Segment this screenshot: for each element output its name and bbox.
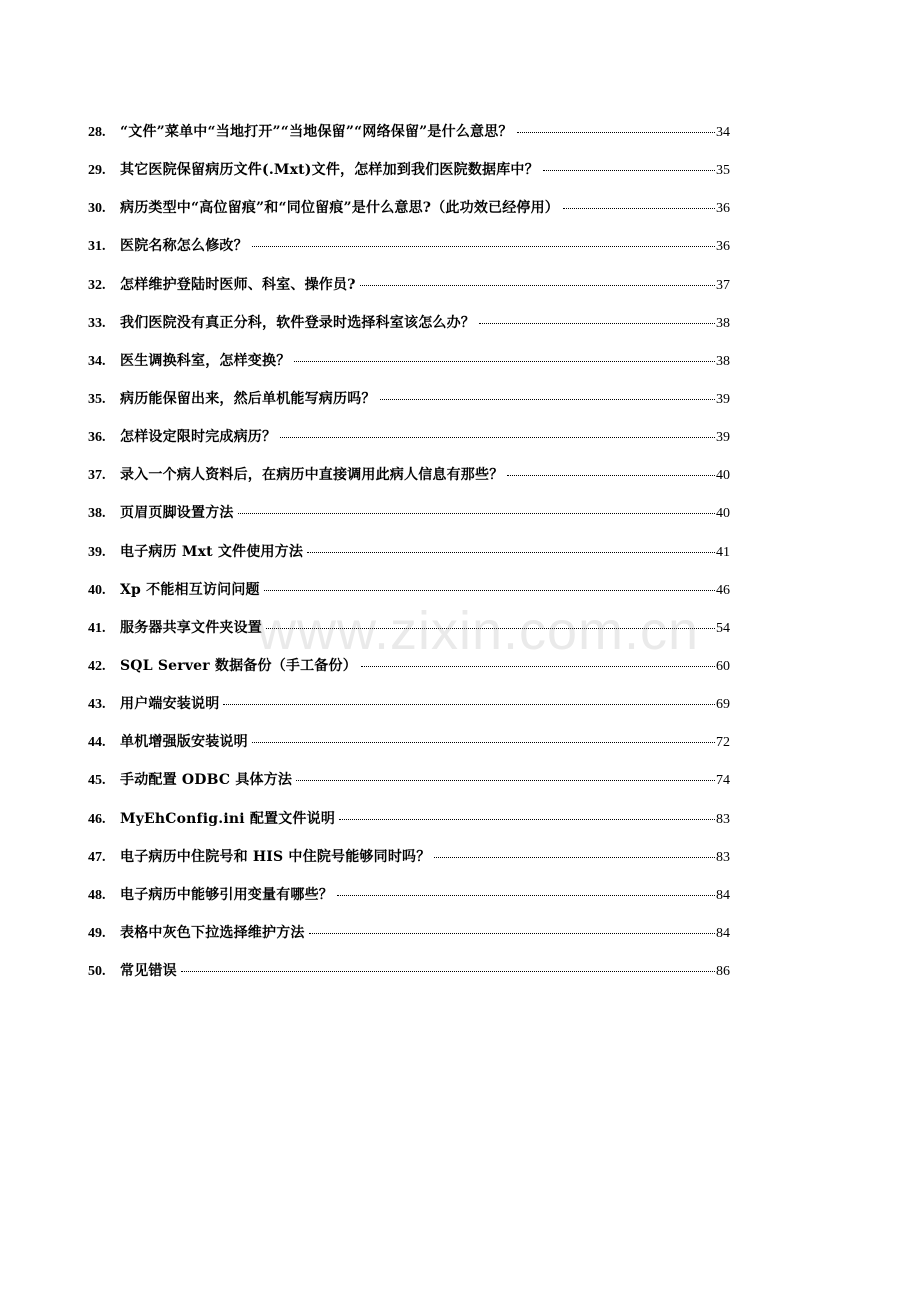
toc-entry-title[interactable]: SQL Server 数据备份（手工备份） bbox=[120, 657, 357, 674]
toc-entry-page-number[interactable]: 40 bbox=[716, 506, 730, 522]
toc-dot-leader bbox=[479, 323, 715, 324]
toc-entry-title[interactable]: MyEhConfig.ini 配置文件说明 bbox=[120, 810, 336, 827]
toc-entry-page-number[interactable]: 83 bbox=[716, 849, 730, 865]
toc-dot-leader bbox=[380, 399, 715, 400]
toc-entry[interactable] bbox=[88, 919, 730, 957]
toc-entry-number: 28. bbox=[88, 125, 106, 140]
toc-entry[interactable] bbox=[88, 805, 730, 843]
toc-entry[interactable] bbox=[88, 766, 730, 804]
watermark: www.zixin.com.cn bbox=[256, 601, 700, 661]
toc-entry-page-number[interactable]: 84 bbox=[716, 925, 730, 941]
toc-entry-title[interactable]: “文件”菜单中“当地打开”“当地保留”“网络保留”是什么意思？ bbox=[120, 124, 513, 140]
toc-entry-number: 38. bbox=[88, 506, 106, 522]
toc-dot-leader bbox=[563, 208, 715, 209]
toc-entry[interactable] bbox=[88, 652, 730, 690]
toc-entry-number: 49. bbox=[88, 925, 106, 941]
toc-entry-title[interactable]: 怎样维护登陆时医师、科室、操作员? bbox=[120, 276, 356, 293]
toc-entry-page-number[interactable]: 83 bbox=[716, 811, 730, 827]
toc-entry-number: 39. bbox=[88, 544, 106, 560]
toc-entry-number: 36. bbox=[88, 430, 106, 446]
toc-entry-number: 50. bbox=[88, 964, 106, 980]
toc-entry-page-number[interactable]: 34 bbox=[716, 125, 730, 140]
toc-entry-number: 44. bbox=[88, 735, 106, 751]
toc-entry-page-number[interactable]: 35 bbox=[716, 163, 730, 179]
toc-entry[interactable] bbox=[88, 309, 730, 347]
toc-entry-number: 31. bbox=[88, 239, 106, 255]
toc-entry-page-number[interactable]: 37 bbox=[716, 277, 730, 293]
toc-entry-title[interactable]: 其它医院保留病历文件(.Mxt)文件，怎样加到我们医院数据库中？ bbox=[120, 162, 539, 179]
toc-dot-leader bbox=[337, 895, 715, 896]
toc-entry-page-number[interactable]: 46 bbox=[716, 582, 730, 598]
toc-entry-page-number[interactable]: 74 bbox=[716, 773, 730, 789]
toc-entry-page-number[interactable]: 86 bbox=[716, 964, 730, 980]
toc-dot-leader bbox=[360, 285, 715, 286]
toc-entry-title[interactable]: 表格中灰色下拉选择维护方法 bbox=[120, 924, 305, 941]
toc-entry-page-number[interactable]: 39 bbox=[716, 430, 730, 446]
toc-entry-title[interactable]: 电子病历 Mxt 文件使用方法 bbox=[120, 543, 304, 560]
toc-entry-page-number[interactable]: 54 bbox=[716, 620, 730, 636]
toc-entry-title[interactable]: 病历类型中“高位留痕”和“同位留痕”是什么意思?（此功效已经停用） bbox=[120, 200, 560, 217]
toc-entry-number: 43. bbox=[88, 697, 106, 713]
toc-entry[interactable] bbox=[88, 118, 730, 156]
toc-entry[interactable] bbox=[88, 347, 730, 385]
toc-dot-leader bbox=[296, 780, 715, 781]
toc-entry-page-number[interactable]: 39 bbox=[716, 391, 730, 407]
toc-entry-title[interactable]: 录入一个病人资料后，在病历中直接调用此病人信息有那些？ bbox=[120, 467, 504, 484]
toc-entry-number: 30. bbox=[88, 201, 106, 217]
toc-dot-leader bbox=[434, 857, 715, 858]
toc-entry[interactable] bbox=[88, 271, 730, 309]
toc-dot-leader bbox=[266, 628, 715, 629]
toc-entry-title[interactable]: 服务器共享文件夹设置 bbox=[120, 619, 262, 636]
toc-entry-title[interactable]: 医院名称怎么修改？ bbox=[120, 238, 248, 255]
toc-entry[interactable] bbox=[88, 499, 730, 537]
toc-entry-number: 42. bbox=[88, 658, 106, 674]
toc-entry-title[interactable]: 我们医院没有真正分科，软件登录时选择科室该怎么办？ bbox=[120, 314, 475, 331]
toc-entry[interactable] bbox=[88, 538, 730, 576]
toc-entry-title[interactable]: 电子病历中住院号和 HIS 中住院号能够同时吗？ bbox=[120, 848, 431, 865]
toc-dot-leader bbox=[517, 132, 715, 133]
toc-dot-leader bbox=[181, 971, 715, 972]
toc-entry-title[interactable]: 常见错误 bbox=[120, 963, 177, 980]
toc-entry[interactable] bbox=[88, 576, 730, 614]
toc-dot-leader bbox=[507, 475, 715, 476]
toc-entry[interactable] bbox=[88, 423, 730, 461]
toc-entry-page-number[interactable]: 84 bbox=[716, 887, 730, 903]
toc-entry-title[interactable]: 怎样设定限时完成病历？ bbox=[120, 429, 277, 446]
toc-entry-number: 33. bbox=[88, 315, 106, 331]
toc-entry-page-number[interactable]: 36 bbox=[716, 201, 730, 217]
toc-entry[interactable] bbox=[88, 881, 730, 919]
toc-entry-number: 40. bbox=[88, 582, 106, 598]
toc-entry-number: 35. bbox=[88, 391, 106, 407]
toc-entry-page-number[interactable]: 60 bbox=[716, 658, 730, 674]
toc-entry-page-number[interactable]: 40 bbox=[716, 468, 730, 484]
toc-entry[interactable] bbox=[88, 728, 730, 766]
toc-entry-number: 45. bbox=[88, 773, 106, 789]
toc-dot-leader bbox=[223, 704, 715, 705]
toc-entry-title[interactable]: 病历能保留出来，然后单机能写病历吗？ bbox=[120, 390, 376, 407]
toc-entry-page-number[interactable]: 69 bbox=[716, 697, 730, 713]
toc-dot-leader bbox=[252, 246, 715, 247]
toc-entry[interactable] bbox=[88, 156, 730, 194]
toc-entry-number: 32. bbox=[88, 277, 106, 293]
toc-dot-leader bbox=[307, 552, 715, 553]
toc-dot-leader bbox=[361, 666, 715, 667]
toc-entry-title[interactable]: 医生调换科室，怎样变换？ bbox=[120, 352, 291, 369]
toc-entry-number: 46. bbox=[88, 811, 106, 827]
toc-entry-title[interactable]: 页眉页脚设置方法 bbox=[120, 505, 234, 522]
toc-entry[interactable] bbox=[88, 957, 730, 995]
toc-entry-page-number[interactable]: 72 bbox=[716, 735, 730, 751]
toc-entry-number: 29. bbox=[88, 163, 106, 179]
toc-dot-leader bbox=[264, 590, 715, 591]
toc-entry-number: 48. bbox=[88, 887, 106, 903]
toc-entry-number: 34. bbox=[88, 353, 106, 369]
toc-entry-page-number[interactable]: 36 bbox=[716, 239, 730, 255]
toc-entry[interactable] bbox=[88, 232, 730, 270]
toc-entry-title[interactable]: 单机增强版安装说明 bbox=[120, 734, 248, 751]
toc-entry[interactable] bbox=[88, 385, 730, 423]
toc-entry[interactable] bbox=[88, 614, 730, 652]
table-of-contents bbox=[88, 118, 730, 995]
toc-entry-page-number[interactable]: 38 bbox=[716, 353, 730, 369]
toc-entry-title[interactable]: 用户端安装说明 bbox=[120, 696, 220, 713]
toc-entry-title[interactable]: 手动配置 ODBC 具体方法 bbox=[120, 772, 293, 789]
toc-dot-leader bbox=[280, 437, 715, 438]
toc-entry-number: 41. bbox=[88, 620, 106, 636]
toc-dot-leader bbox=[238, 513, 715, 514]
toc-dot-leader bbox=[252, 742, 715, 743]
toc-dot-leader bbox=[339, 819, 715, 820]
toc-entry-number: 47. bbox=[88, 849, 106, 865]
toc-dot-leader bbox=[309, 933, 715, 934]
toc-entry[interactable] bbox=[88, 690, 730, 728]
toc-dot-leader bbox=[294, 361, 715, 362]
toc-entry[interactable] bbox=[88, 461, 730, 499]
toc-entry-page-number[interactable]: 41 bbox=[716, 544, 730, 560]
toc-entry[interactable] bbox=[88, 843, 730, 881]
toc-dot-leader bbox=[543, 170, 715, 171]
toc-entry-page-number[interactable]: 38 bbox=[716, 315, 730, 331]
toc-entry-title[interactable]: 电子病历中能够引用变量有哪些？ bbox=[120, 886, 333, 903]
toc-entry-number: 37. bbox=[88, 468, 106, 484]
toc-entry[interactable] bbox=[88, 194, 730, 232]
toc-entry-title[interactable]: Xp 不能相互访问问题 bbox=[120, 581, 260, 598]
